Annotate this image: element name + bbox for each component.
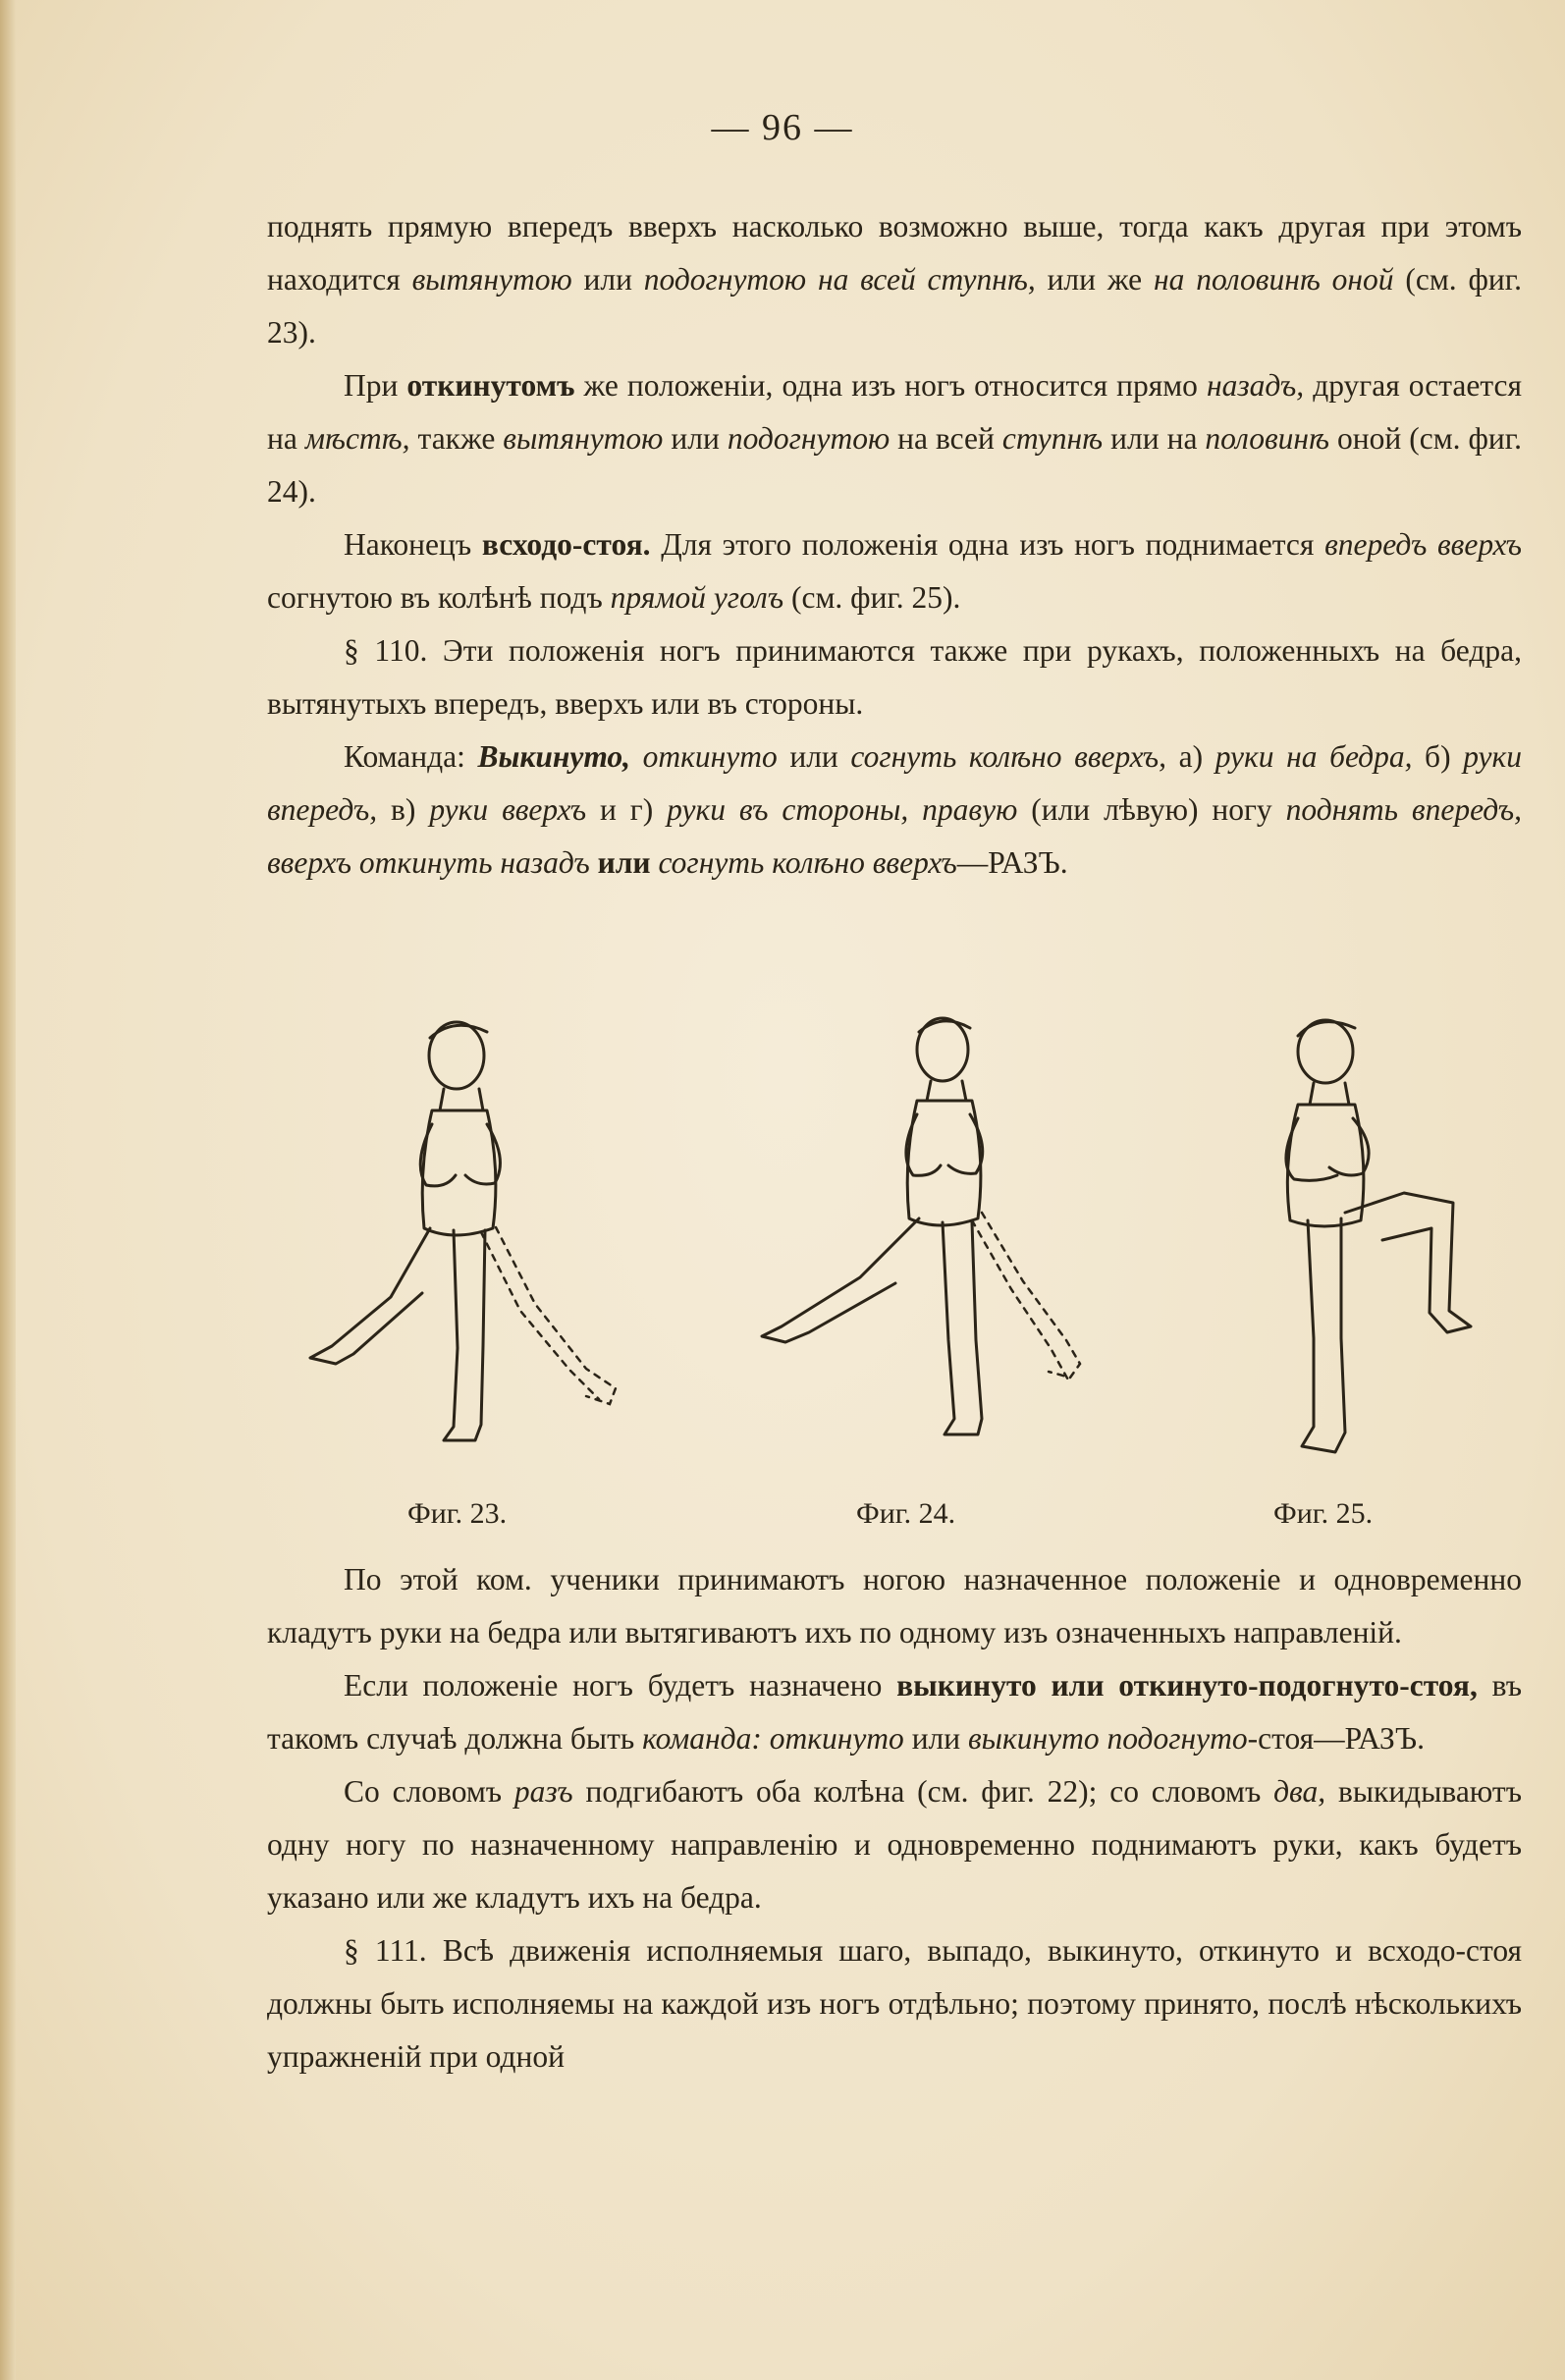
text-span: Наконецъ <box>344 527 482 562</box>
text-span: При <box>344 368 407 403</box>
paragraph-1 <box>267 200 1522 359</box>
italic-span: прямой уголъ <box>610 580 784 615</box>
text-span: или <box>663 421 728 456</box>
italic-span: руки впередъ, <box>267 739 1522 827</box>
text-span: Если положеніе ногъ будетъ назначено <box>344 1668 897 1703</box>
italic-span: команда: откинуто <box>642 1721 904 1756</box>
figure-23-caption: Фиг. 23. <box>407 1497 508 1530</box>
bold-span: или <box>589 845 659 880</box>
italic-span: половинѣ <box>1205 421 1330 456</box>
upper-text-block <box>267 200 1522 890</box>
text-span: в) <box>377 792 430 827</box>
text-span: въ такомъ случаѣ должна быть <box>267 1668 1522 1756</box>
text-span: б) <box>1412 739 1464 774</box>
figure-23-illustration <box>285 1016 658 1478</box>
italic-span: согнуть колѣно вверхъ <box>658 845 957 880</box>
italic-span: поднять впередъ, вверхъ откинуть назадъ <box>267 792 1523 880</box>
text-span <box>908 792 922 827</box>
text-span: и г) <box>586 792 668 827</box>
text-span: Команда: <box>344 739 478 774</box>
text-span: выкидываютъ одну ногу по назначенному направленію и одновременно поднимаютъ руки, какъ будетъ указано или же кладутъ ихъ на бедра. <box>267 1774 1522 1915</box>
figure-24-caption: Фиг. 24. <box>856 1497 956 1530</box>
italic-span: вытянутою <box>411 262 572 297</box>
italic-span: правую <box>922 792 1018 827</box>
bold-span: откинутомъ <box>406 368 575 403</box>
italic-span: руки въ стороны, <box>667 792 909 827</box>
figure-25-caption: Фиг. 25. <box>1273 1497 1374 1530</box>
text-span: поднять прямую впередъ вверхъ насколько возможно выше, тогда какъ другая при этомъ находится <box>267 209 1522 297</box>
italic-span: согнуть колѣно вверхъ, <box>850 739 1167 774</box>
italic-span: откинуто <box>642 739 778 774</box>
text-span: Для этого положенія одна изъ ногъ поднимается <box>650 527 1325 562</box>
text-span: или же <box>1035 262 1154 297</box>
text-span: подгибаютъ оба колѣна (см. фиг. 22); со словомъ <box>572 1774 1274 1809</box>
text-span: другая остается на <box>267 368 1522 456</box>
italic-span: впередъ вверхъ <box>1324 527 1523 562</box>
italic-span: разъ <box>513 1774 573 1809</box>
figure-24-illustration <box>746 1016 1100 1478</box>
italic-span: ступнѣ <box>1001 421 1104 456</box>
italic-span: два, <box>1273 1774 1326 1809</box>
text-span: или на <box>1103 421 1206 456</box>
text-span: или <box>571 262 644 297</box>
figure-25-drawing <box>1286 1020 1471 1452</box>
text-span: а) <box>1166 739 1215 774</box>
figure-23-drawing <box>310 1022 616 1440</box>
italic-span: мѣстѣ, <box>304 421 410 456</box>
text-span: -стоя—РАЗЪ. <box>1247 1721 1425 1756</box>
paragraph-2 <box>267 359 1522 518</box>
text-span: Со словомъ <box>344 1774 514 1809</box>
italic-span: назадъ, <box>1206 368 1305 403</box>
figure-25-illustration <box>1237 1016 1492 1488</box>
text-span: (см. фиг. 25). <box>783 580 961 615</box>
text-span: также <box>409 421 504 456</box>
text-span: —РАЗЪ. <box>956 845 1068 880</box>
figure-24-drawing <box>762 1018 1080 1434</box>
text-span: согнутою въ колѣнѣ подъ <box>267 580 611 615</box>
italic-span: руки вверхъ <box>429 792 587 827</box>
text-span: или <box>903 1721 968 1756</box>
bold-span: выкинуто или откинуто-подогнуто-стоя, <box>896 1668 1478 1703</box>
paragraph-section-110: § 110. Эти положенія ногъ принимаются также при рукахъ, положенныхъ на бедра, вытянутыхъ впередъ, вверхъ или въ стороны. <box>267 633 1522 721</box>
bold-span: всходо-стоя. <box>481 527 651 562</box>
paragraph-section-111: § 111. Всѣ движенія исполняемыя шаго, выпадо, выкинуто, откинуто и всходо-стоя должны быть исполняемы на каждой изъ ногъ отдѣльно; поэтому принято, послѣ нѣсколькихъ упражненій при одной <box>267 1933 1522 2074</box>
italic-span: вытянутою <box>503 421 664 456</box>
paragraph-after-figures: По этой ком. ученики принимаютъ ногою назначенное положеніе и одновременно кладутъ руки на бедра или вытягиваютъ ихъ по одному изъ означенныхъ направленій. <box>267 1562 1522 1650</box>
lower-text-block <box>267 1553 1522 2083</box>
paragraph-8 <box>267 1765 1522 1924</box>
text-span: же положеніи, одна изъ ногъ относится прямо <box>574 368 1207 403</box>
page-number: — 96 — <box>711 107 854 148</box>
italic-span: подогнутою <box>727 421 890 456</box>
paragraph-7 <box>267 1659 1522 1765</box>
italic-span: Выкинуто, <box>477 739 631 774</box>
italic-span: руки на бедра, <box>1214 739 1413 774</box>
text-span: или <box>777 739 851 774</box>
text-span: на всей <box>890 421 1002 456</box>
text-span: (см. фиг. 23). <box>267 262 1523 350</box>
italic-span: выкинуто подогнуто <box>968 1721 1248 1756</box>
page-edge <box>0 0 16 2380</box>
italic-span: подогнутою на всей ступнѣ, <box>643 262 1036 297</box>
text-span <box>630 739 643 774</box>
italic-span: на половинѣ оной <box>1154 262 1394 297</box>
paragraph-3 <box>267 518 1522 624</box>
paragraph-command <box>267 730 1522 890</box>
text-span: (или лѣвую) ногу <box>1017 792 1286 827</box>
text-span: оной (см. фиг. 24). <box>267 421 1523 509</box>
